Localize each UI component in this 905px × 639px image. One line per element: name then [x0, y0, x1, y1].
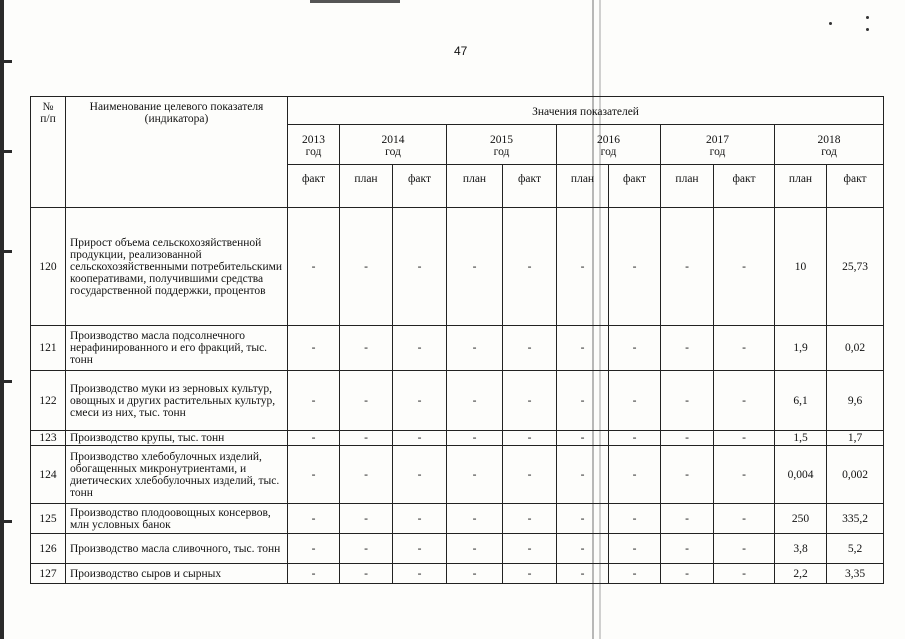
indicator-name: Производство плодоовощных консервов, млн условных банок — [66, 504, 288, 534]
page-number: 47 — [454, 44, 468, 58]
value-cell: - — [609, 371, 661, 431]
values-group-header: Значения показателей — [288, 97, 884, 125]
value-cell: - — [393, 208, 447, 326]
value-cell: 0,002 — [827, 446, 884, 504]
value-cell: - — [393, 371, 447, 431]
value-cell: 1,7 — [827, 431, 884, 446]
value-cell: - — [714, 208, 775, 326]
value-cell: - — [340, 564, 393, 584]
value-cell: 335,2 — [827, 504, 884, 534]
value-cell: - — [288, 446, 340, 504]
value-cell: - — [340, 371, 393, 431]
scan-edge-mark — [4, 150, 12, 153]
row-number: 123 — [31, 431, 66, 446]
value-cell: 0,004 — [775, 446, 827, 504]
scan-edge-mark — [4, 250, 12, 253]
value-cell: - — [393, 534, 447, 564]
value-cell: - — [288, 371, 340, 431]
subcolumn-header: план — [775, 165, 827, 208]
year-header — [775, 125, 884, 165]
value-cell: - — [447, 504, 503, 534]
value-cell: - — [557, 504, 609, 534]
indicators-table — [30, 96, 884, 584]
value-cell: - — [714, 534, 775, 564]
value-cell: - — [503, 534, 557, 564]
value-cell: - — [714, 446, 775, 504]
value-cell: - — [503, 326, 557, 371]
value-cell: - — [661, 326, 714, 371]
indicator-name: Производство масла сливочного, тыс. тонн — [66, 534, 288, 564]
subcolumn-header: план — [447, 165, 503, 208]
value-cell: - — [557, 208, 609, 326]
value-cell: 25,73 — [827, 208, 884, 326]
value-cell: - — [393, 431, 447, 446]
row-number: 126 — [31, 534, 66, 564]
value-cell: - — [661, 504, 714, 534]
table-row — [31, 534, 884, 564]
value-cell: - — [609, 446, 661, 504]
scan-edge-mark — [4, 380, 12, 383]
value-cell: 5,2 — [827, 534, 884, 564]
value-cell: - — [714, 504, 775, 534]
year-value: 2017 — [706, 134, 729, 146]
row-number: 124 — [31, 446, 66, 504]
value-cell: - — [447, 431, 503, 446]
year-header — [661, 125, 775, 165]
value-cell: - — [609, 534, 661, 564]
value-cell: 10 — [775, 208, 827, 326]
scan-dot — [866, 28, 869, 31]
subcolumn-header: план — [661, 165, 714, 208]
value-cell: - — [609, 564, 661, 584]
value-cell: - — [340, 431, 393, 446]
value-cell: - — [393, 326, 447, 371]
value-cell: - — [661, 371, 714, 431]
subcolumn-header: факт — [609, 165, 661, 208]
value-cell: - — [661, 534, 714, 564]
value-cell: - — [288, 431, 340, 446]
year-header — [288, 125, 340, 165]
value-cell: - — [447, 564, 503, 584]
value-cell: - — [557, 534, 609, 564]
subcolumn-header: план — [557, 165, 609, 208]
year-header — [340, 125, 447, 165]
value-cell: - — [288, 326, 340, 371]
value-cell: - — [288, 534, 340, 564]
value-cell: - — [609, 208, 661, 326]
value-cell: - — [661, 446, 714, 504]
subcolumn-header: план — [340, 165, 393, 208]
row-number: 127 — [31, 564, 66, 584]
indicator-name: Производство крупы, тыс. тонн — [66, 431, 288, 446]
value-cell: 3,8 — [775, 534, 827, 564]
value-cell: - — [714, 431, 775, 446]
value-cell: 9,6 — [827, 371, 884, 431]
value-cell: - — [340, 208, 393, 326]
value-cell: - — [557, 431, 609, 446]
table-row — [31, 564, 884, 584]
year-value: 2018 — [817, 134, 841, 146]
row-number: 125 — [31, 504, 66, 534]
value-cell: - — [288, 564, 340, 584]
value-cell: - — [661, 564, 714, 584]
value-cell: - — [393, 564, 447, 584]
subcolumn-header: факт — [827, 165, 884, 208]
value-cell: - — [503, 446, 557, 504]
table-row — [31, 208, 884, 326]
indicator-name: Производство муки из зерновых культур, овощных и других растительных культур, смеси из них, тыс. тонн — [66, 371, 288, 431]
year-header — [557, 125, 661, 165]
year-value: 2014 — [381, 134, 405, 146]
value-cell: - — [447, 371, 503, 431]
value-cell: 250 — [775, 504, 827, 534]
value-cell: - — [714, 371, 775, 431]
indicator-name: Производство масла подсолнечного нерафинированного и его фракций, тыс. тонн — [66, 326, 288, 371]
value-cell: - — [609, 326, 661, 371]
scan-left-edge — [0, 0, 4, 639]
value-cell: - — [340, 504, 393, 534]
value-cell: 1,9 — [775, 326, 827, 371]
value-cell: - — [393, 446, 447, 504]
table-row — [31, 446, 884, 504]
number-column-header: № п/п — [31, 97, 66, 208]
subcolumn-header: факт — [288, 165, 340, 208]
value-cell: - — [288, 504, 340, 534]
value-cell: - — [447, 534, 503, 564]
year-value: 2015 — [490, 134, 513, 146]
value-cell: - — [714, 326, 775, 371]
table-row — [31, 326, 884, 371]
year-value: 2013 — [302, 134, 325, 146]
year-unit: год — [709, 146, 726, 158]
value-cell: - — [503, 504, 557, 534]
row-number: 120 — [31, 208, 66, 326]
year-header — [447, 125, 557, 165]
value-cell: - — [503, 431, 557, 446]
table-row — [31, 504, 884, 534]
year-unit: год — [600, 146, 617, 158]
value-cell: - — [557, 564, 609, 584]
value-cell: - — [288, 208, 340, 326]
year-unit: год — [305, 146, 322, 158]
value-cell: - — [661, 431, 714, 446]
value-cell: - — [661, 208, 714, 326]
value-cell: - — [447, 326, 503, 371]
scan-edge-mark — [4, 520, 12, 523]
value-cell: - — [340, 446, 393, 504]
value-cell: - — [447, 208, 503, 326]
value-cell: - — [503, 564, 557, 584]
table-row — [31, 431, 884, 446]
value-cell: 3,35 — [827, 564, 884, 584]
year-unit: год — [385, 146, 401, 158]
value-cell: - — [557, 446, 609, 504]
year-value: 2016 — [597, 134, 620, 146]
indicator-name: Прирост объема сельскохозяйственной продукции, реализованной сельскохозяйственными потребительскими кооперативами, получившими средства государственной поддержки, процентов — [66, 208, 288, 326]
subcolumn-header: факт — [503, 165, 557, 208]
indicator-name-column-header: Наименование целевого показателя (индикатора) — [66, 97, 288, 208]
value-cell: - — [557, 371, 609, 431]
value-cell: - — [447, 446, 503, 504]
value-cell: 1,5 — [775, 431, 827, 446]
value-cell: - — [503, 371, 557, 431]
value-cell: - — [340, 326, 393, 371]
indicator-name: Производство хлебобулочных изделий, обогащенных микронутриентами, и диетических хлебобулочных изделий, тыс. тонн — [66, 446, 288, 504]
value-cell: 6,1 — [775, 371, 827, 431]
value-cell: - — [393, 504, 447, 534]
scan-dot — [829, 22, 832, 25]
value-cell: 2,2 — [775, 564, 827, 584]
row-number: 122 — [31, 371, 66, 431]
subcolumn-header: факт — [714, 165, 775, 208]
row-number: 121 — [31, 326, 66, 371]
year-unit: год — [821, 146, 837, 158]
value-cell: - — [557, 326, 609, 371]
value-cell: - — [340, 534, 393, 564]
scan-top-mark — [310, 0, 400, 3]
value-cell: - — [609, 431, 661, 446]
indicator-name: Производство сыров и сырных — [66, 564, 288, 584]
value-cell: - — [503, 208, 557, 326]
value-cell: - — [714, 564, 775, 584]
scan-dot — [866, 16, 869, 19]
year-unit: год — [493, 146, 510, 158]
value-cell: - — [609, 504, 661, 534]
value-cell: 0,02 — [827, 326, 884, 371]
scan-edge-mark — [4, 60, 12, 63]
subcolumn-header: факт — [393, 165, 447, 208]
table-row — [31, 371, 884, 431]
